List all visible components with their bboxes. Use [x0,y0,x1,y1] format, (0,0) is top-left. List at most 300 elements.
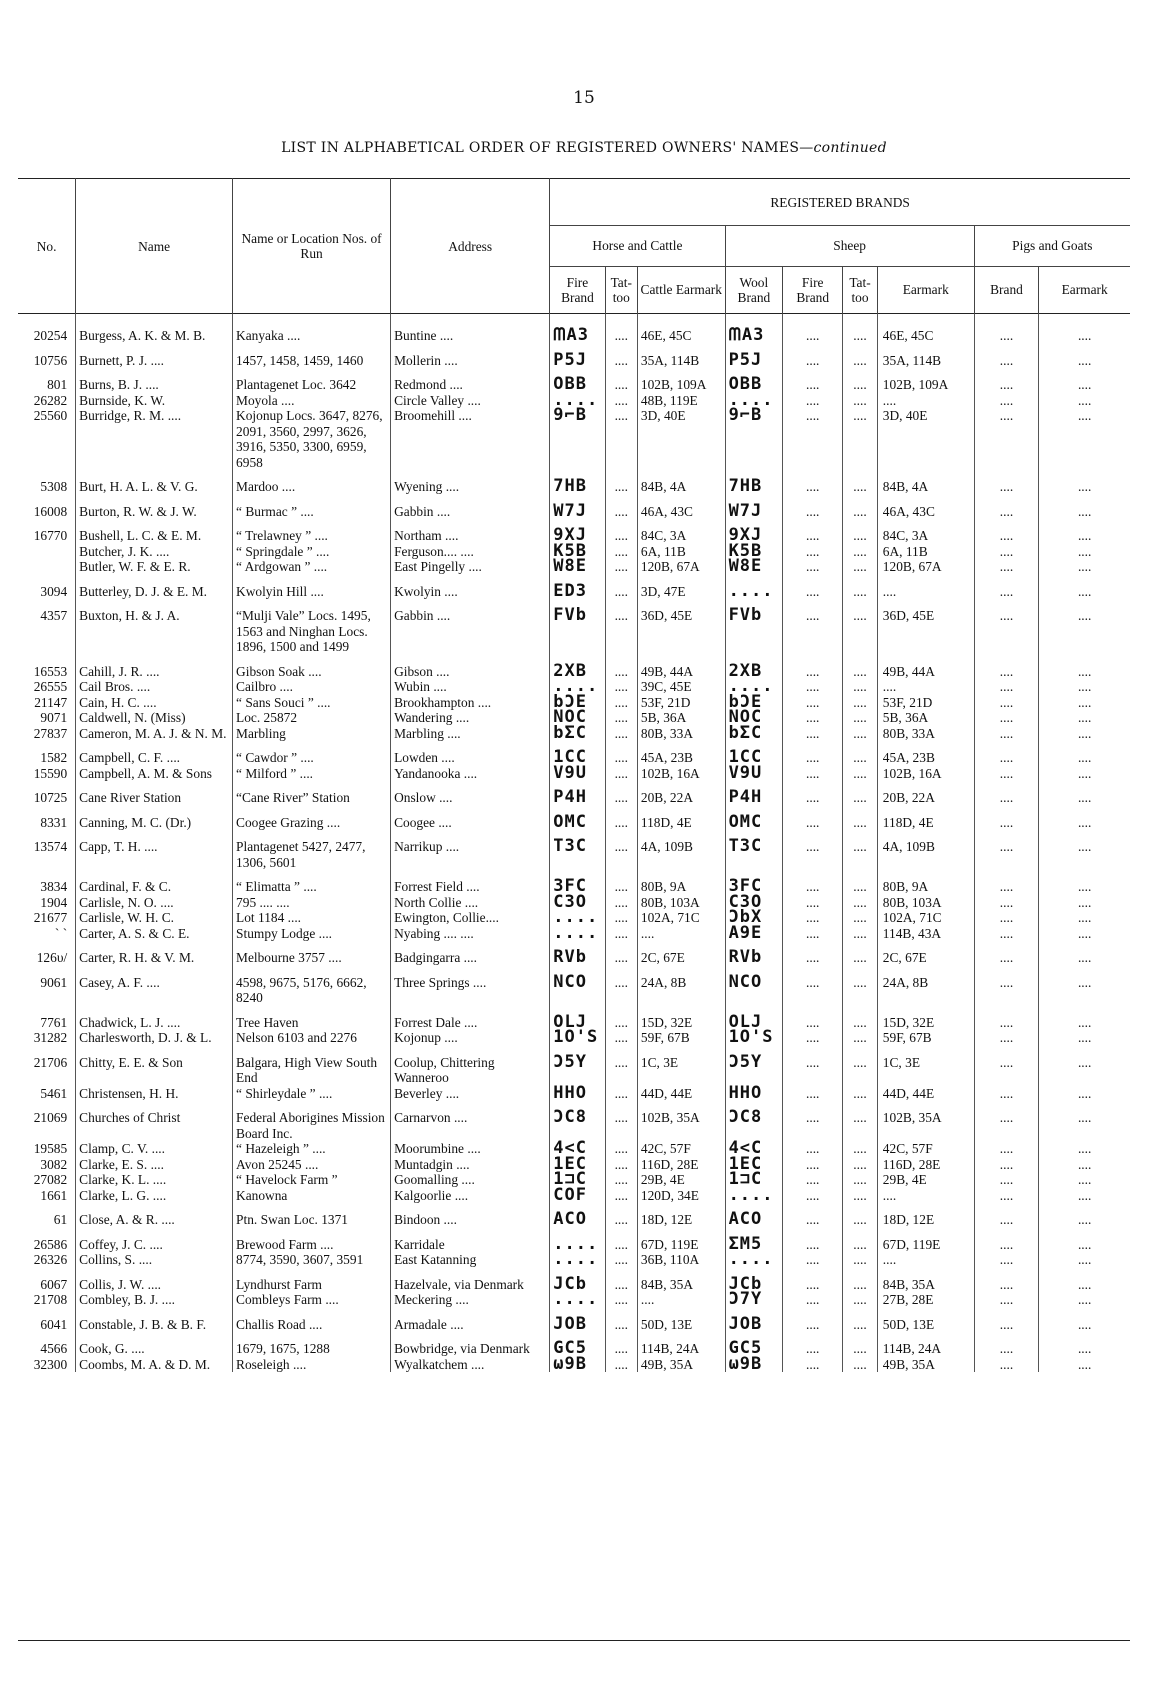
entry-fire-brand: JOB [550,1308,605,1333]
entry-no: 10756 [33,352,68,368]
entry-address: East Pingelly .... [391,559,550,575]
entry-sheep-tattoo: .... [843,830,878,870]
entry-wool-brand: NOC [725,710,783,726]
entry-earmark: 116D, 28E [877,1157,974,1173]
entry-name: Capp, T. H. .... [76,830,233,870]
entry-location: Cailbro .... [233,679,391,695]
entry-name: Burgess, A. K. & M. B. [76,314,233,344]
entry-fire-brand: OMC [550,806,605,831]
entry-address: Moorumbine .... [391,1141,550,1157]
entry-sheep-fire-brand: .... [783,1228,843,1253]
entry-cattle-earmark: 48B, 119E [637,393,725,409]
entry-cattle-earmark: 29B, 4E [637,1172,725,1188]
entry-no: 10725 [33,790,68,805]
entry-sheep-fire-brand: .... [783,766,843,782]
entry-earmark: 50D, 13E [877,1308,974,1333]
entry-earmark: 114B, 24A [877,1332,974,1357]
entry-pig-brand: .... [974,781,1039,806]
entry-name: Cameron, M. A. J. & N. M. [76,726,233,742]
entry-name: Cane River Station [76,781,233,806]
table-row [18,1308,1130,1333]
entry-wool-brand: bΣC [725,726,783,742]
entry-name: Butcher, J. K. .... [76,544,233,560]
entry-cattle-earmark: 5B, 36A [637,710,725,726]
entry-tattoo: .... [605,519,637,544]
entry-sheep-tattoo: .... [843,1332,878,1357]
entry-pig-earmark: .... [1039,941,1130,966]
entry-location: Avon 25245 .... [233,1157,391,1173]
entry-cattle-earmark: 18D, 12E [637,1203,725,1228]
entry-pig-earmark: .... [1039,1101,1130,1141]
entry-sheep-tattoo: .... [843,806,878,831]
entry-pig-brand: .... [974,695,1039,711]
entry-location: Gibson Soak .... [233,655,391,680]
entry-tattoo: .... [605,766,637,782]
entry-no: 15590 [33,765,68,781]
entry-fire-brand: 1O'S [550,1030,605,1046]
entry-cattle-earmark: 102B, 35A [637,1101,725,1141]
entry-pig-earmark: .... [1039,781,1130,806]
entry-cattle-earmark: 84B, 4A [637,470,725,495]
entry-pig-brand: .... [974,408,1039,470]
entry-sheep-tattoo: .... [843,559,878,575]
entry-tattoo: .... [605,966,637,1006]
entry-address: Narrikup .... [391,830,550,870]
entry-address: Lowden .... [391,741,550,766]
entry-sheep-tattoo: .... [843,495,878,520]
entry-cattle-earmark: 80B, 9A [637,870,725,895]
entry-sheep-fire-brand: .... [783,1157,843,1173]
entry-tattoo: .... [605,870,637,895]
entry-tattoo: .... [605,710,637,726]
table-row [18,806,1130,831]
entry-name: Clarke, E. S. .... [76,1157,233,1173]
entry-location: “ Ardgowan ” .... [233,559,391,575]
entry-tattoo: .... [605,559,637,575]
bottom-rule [18,1640,1130,1641]
entry-cattle-earmark: 80B, 33A [637,726,725,742]
entry-fire-brand: OBB [550,368,605,393]
table-row [18,741,1130,766]
entry-location: Stumpy Lodge .... [233,926,391,942]
entry-sheep-tattoo: .... [843,1030,878,1046]
entry-name: Burns, B. J. .... [76,368,233,393]
entry-wool-brand: P5J [725,344,783,369]
entry-earmark: 46E, 45C [877,314,974,344]
table-row [18,1203,1130,1228]
entry-wool-brand: 1⊐C [725,1172,783,1188]
table-row [18,1046,1130,1086]
entry-fire-brand: 9⌐B [550,408,605,470]
entry-location: “ Sans Souci ” .... [233,695,391,711]
header-fire-brand: Fire Brand [550,266,605,313]
entry-tattoo: .... [605,781,637,806]
entry-address: North Collie .... [391,895,550,911]
entry-wool-brand: V9U [725,766,783,782]
table-row [18,1086,1130,1102]
entry-no: 8331 [40,814,68,830]
entry-sheep-fire-brand: .... [783,926,843,942]
header-address: Address [391,179,550,314]
entry-location: “ Burmac ” .... [233,495,391,520]
entry-fire-brand: 9XJ [550,519,605,544]
table-row [18,470,1130,495]
header-cattle-earmark: Cattle Earmark [637,266,725,313]
table-row [18,575,1130,600]
entry-tattoo: .... [605,368,637,393]
table-row [18,495,1130,520]
entry-fire-brand: NOC [550,710,605,726]
table-row [18,599,1130,655]
entry-name: Cook, G. .... [76,1332,233,1357]
entry-fire-brand: GC5 [550,1332,605,1357]
entry-no: 61 [53,1212,68,1227]
entry-tattoo: .... [605,1141,637,1157]
entry-no: 5461 [40,1085,68,1101]
entry-fire-brand: .... [550,926,605,942]
entry-pig-earmark: .... [1039,870,1130,895]
entry-no: 26326 [33,1252,68,1267]
entry-wool-brand: 4<C [725,1141,783,1157]
entry-address: Forrest Dale .... [391,1006,550,1031]
entry-name: Campbell, A. M. & Sons [76,766,233,782]
entry-pig-brand: .... [974,926,1039,942]
entry-sheep-tattoo: .... [843,781,878,806]
entry-no: 3082 [40,1156,68,1172]
entry-sheep-tattoo: .... [843,1292,878,1308]
entry-tattoo: .... [605,941,637,966]
entry-earmark: 3D, 40E [877,408,974,470]
entry-earmark: 5B, 36A [877,710,974,726]
entry-sheep-tattoo: .... [843,1268,878,1293]
entry-location: 1679, 1675, 1288 [233,1332,391,1357]
entry-cattle-earmark: 120B, 67A [637,559,725,575]
entry-no: 16008 [33,503,68,519]
entry-sheep-fire-brand: .... [783,895,843,911]
entry-pig-earmark: .... [1039,1172,1130,1188]
entry-wool-brand: ƆC8 [725,1101,783,1141]
entry-fire-brand: .... [550,910,605,926]
entry-cattle-earmark: 120D, 34E [637,1188,725,1204]
entry-tattoo: .... [605,1228,637,1253]
entry-pig-brand: .... [974,1252,1039,1268]
entry-pig-earmark: .... [1039,1141,1130,1157]
entry-name: Collins, S. .... [76,1252,233,1268]
entry-cattle-earmark: 53F, 21D [637,695,725,711]
entry-earmark: 42C, 57F [877,1141,974,1157]
header-earmark: Earmark [877,266,974,313]
header-brand: Brand [974,266,1039,313]
entry-fire-brand: OLJ [550,1006,605,1031]
table-row [18,726,1130,742]
entry-cattle-earmark: 2C, 67E [637,941,725,966]
entry-wool-brand: OLJ [725,1006,783,1031]
entry-fire-brand: .... [550,393,605,409]
entry-wool-brand: NCO [725,966,783,1006]
entry-address: Buntine .... [391,314,550,344]
entry-sheep-fire-brand: .... [783,575,843,600]
entry-pig-brand: .... [974,1046,1039,1086]
entry-name: Collis, J. W. .... [76,1268,233,1293]
entry-wool-brand: OBB [725,368,783,393]
entry-earmark: 67D, 119E [877,1228,974,1253]
entry-wool-brand: OMC [725,806,783,831]
entry-address: Kojonup .... [391,1030,550,1046]
entry-pig-earmark: .... [1039,655,1130,680]
entry-address: Gibson .... [391,655,550,680]
entry-tattoo: .... [605,1046,637,1086]
entry-pig-earmark: .... [1039,741,1130,766]
entry-cattle-earmark: 102A, 71C [637,910,725,926]
entry-sheep-tattoo: .... [843,926,878,942]
entry-no: 26282 [33,392,68,408]
entry-name: Charlesworth, D. J. & L. [76,1030,233,1046]
entry-pig-earmark: .... [1039,926,1130,942]
entry-tattoo: .... [605,1357,637,1373]
table-row [18,781,1130,806]
entry-tattoo: .... [605,1157,637,1173]
entry-name: Combley, B. J. .... [76,1292,233,1308]
entry-tattoo: .... [605,655,637,680]
entry-sheep-tattoo: .... [843,368,878,393]
entry-wool-brand: 9XJ [725,519,783,544]
table-row [18,1357,1130,1373]
entry-pig-brand: .... [974,910,1039,926]
entry-fire-brand: V9U [550,766,605,782]
entry-earmark: 114B, 43A [877,926,974,942]
table-row [18,1101,1130,1141]
entry-location: Lot 1184 .... [233,910,391,926]
entry-no: 21069 [33,1110,68,1125]
entry-address: Wandering .... [391,710,550,726]
entry-sheep-tattoo: .... [843,1086,878,1102]
entry-address: Badgingarra .... [391,941,550,966]
entry-fire-brand: T3C [550,830,605,870]
entry-wool-brand: 1EC [725,1157,783,1173]
entry-location: “ Havelock Farm ” [233,1172,391,1188]
entry-name: Cardinal, F. & C. [76,870,233,895]
entry-wool-brand: .... [725,393,783,409]
entry-name: Campbell, C. F. .... [76,741,233,766]
entry-fire-brand: bΣC [550,726,605,742]
entry-earmark: 46A, 43C [877,495,974,520]
entry-sheep-fire-brand: .... [783,695,843,711]
entry-wool-brand: W8E [725,559,783,575]
entry-fire-brand: ᗰA3 [550,314,605,344]
entry-tattoo: .... [605,1101,637,1141]
entry-tattoo: .... [605,741,637,766]
entry-sheep-tattoo: .... [843,544,878,560]
entry-tattoo: .... [605,1006,637,1031]
header-no: No. [36,238,57,254]
entry-pig-brand: .... [974,1157,1039,1173]
entry-address: Hazelvale, via Denmark [391,1268,550,1293]
entry-no: 26555 [33,679,68,694]
entry-address: Three Springs .... [391,966,550,1006]
entry-location: Loc. 25872 [233,710,391,726]
entry-pig-brand: .... [974,1332,1039,1357]
entry-fire-brand: COF [550,1188,605,1204]
entry-location: 8774, 3590, 3607, 3591 [233,1252,391,1268]
entry-address: Northam .... [391,519,550,544]
entry-earmark: 45A, 23B [877,741,974,766]
entry-pig-earmark: .... [1039,830,1130,870]
entry-sheep-fire-brand: .... [783,1006,843,1031]
entry-location: Melbourne 3757 .... [233,941,391,966]
entry-no: 7761 [40,1014,68,1030]
entry-no: 13574 [33,839,68,854]
entry-pig-earmark: .... [1039,1046,1130,1086]
entry-location: “ Trelawney ” .... [233,519,391,544]
entry-location: Coogee Grazing .... [233,806,391,831]
entry-sheep-fire-brand: .... [783,1268,843,1293]
entry-sheep-fire-brand: .... [783,1292,843,1308]
entry-pig-brand: .... [974,1188,1039,1204]
entry-cattle-earmark: 118D, 4E [637,806,725,831]
entry-address: Beverley .... [391,1086,550,1102]
entry-name: Clarke, K. L. .... [76,1172,233,1188]
entry-sheep-tattoo: .... [843,870,878,895]
entry-fire-brand: HHO [550,1086,605,1102]
entry-cattle-earmark: 102B, 16A [637,766,725,782]
entry-wool-brand: 9⌐B [725,408,783,470]
entry-sheep-fire-brand: .... [783,726,843,742]
entry-sheep-tattoo: .... [843,393,878,409]
entry-earmark: 1C, 3E [877,1046,974,1086]
table-row [18,1188,1130,1204]
entry-location: “ Milford ” .... [233,766,391,782]
entry-earmark: 120B, 67A [877,559,974,575]
header-sheep: Sheep [725,226,974,267]
entry-earmark: 27B, 28E [877,1292,974,1308]
page-title: LIST IN ALPHABETICAL ORDER OF REGISTERED OWNERS' NAMES—continued [281,140,887,156]
entry-address: Redmond .... [391,368,550,393]
entry-location: “ Hazeleigh ” .... [233,1141,391,1157]
entry-sheep-fire-brand: .... [783,344,843,369]
entry-tattoo: .... [605,1292,637,1308]
entry-earmark: 53F, 21D [877,695,974,711]
entry-name: Chadwick, L. J. .... [76,1006,233,1031]
header-tattoo: Tat-too [605,266,637,313]
table-row [18,1332,1130,1357]
entry-tattoo: .... [605,408,637,470]
entry-address: Brookhampton .... [391,695,550,711]
entry-location: “Mulji Vale” Locs. 1495, 1563 and Ninghan Locs. 1896, 1500 and 1499 [233,599,391,655]
entry-name: Burridge, R. M. .... [76,408,233,470]
entry-name: Canning, M. C. (Dr.) [76,806,233,831]
entry-pig-earmark: .... [1039,1252,1130,1268]
entry-tattoo: .... [605,575,637,600]
entry-no: 6041 [40,1316,68,1332]
entry-cattle-earmark: 35A, 114B [637,344,725,369]
entry-sheep-fire-brand: .... [783,741,843,766]
entry-location: Kojonup Locs. 3647, 8276, 2091, 3560, 2997, 3626, 3916, 5350, 3300, 6959, 6958 [233,408,391,470]
table-row [18,519,1130,544]
entry-location: Federal Aborigines Mission Board Inc. [233,1101,391,1141]
entry-wool-brand: bƆE [725,695,783,711]
entry-cattle-earmark: 36B, 110A [637,1252,725,1268]
entry-sheep-tattoo: .... [843,408,878,470]
entry-name: Clarke, L. G. .... [76,1188,233,1204]
entry-wool-brand: P4H [725,781,783,806]
entry-fire-brand: .... [550,1252,605,1268]
entry-fire-brand: 4<C [550,1141,605,1157]
entry-tattoo: .... [605,1030,637,1046]
entry-name: Burton, R. W. & J. W. [76,495,233,520]
entry-sheep-tattoo: .... [843,575,878,600]
entry-sheep-fire-brand: .... [783,679,843,695]
entry-name: Christensen, H. H. [76,1086,233,1102]
entry-address: Bowbridge, via Denmark [391,1332,550,1357]
entry-sheep-tattoo: .... [843,1172,878,1188]
entry-no: 9071 [40,710,68,725]
entry-tattoo: .... [605,695,637,711]
entry-fire-brand: RVb [550,941,605,966]
entry-sheep-tattoo: .... [843,1357,878,1373]
entry-pig-brand: .... [974,344,1039,369]
entry-name: Constable, J. B. & B. F. [76,1308,233,1333]
entry-name: Burnside, K. W. [76,393,233,409]
entry-sheep-fire-brand: .... [783,1086,843,1102]
entry-pig-brand: .... [974,544,1039,560]
entry-address: Carnarvon .... [391,1101,550,1141]
entry-earmark: 44D, 44E [877,1086,974,1102]
header-registered-brands: REGISTERED BRANDS [550,179,1130,226]
entry-tattoo: .... [605,1203,637,1228]
entry-address: Coogee .... [391,806,550,831]
entry-pig-brand: .... [974,1268,1039,1293]
entry-no: 21677 [33,910,68,925]
entry-pig-brand: .... [974,741,1039,766]
entry-fire-brand: ƆC8 [550,1101,605,1141]
entry-location: Plantagenet Loc. 3642 [233,368,391,393]
entry-wool-brand: .... [725,1252,783,1268]
entry-name: Burnett, P. J. .... [76,344,233,369]
page-number: 15 [573,88,595,108]
entry-wool-brand: C3O [725,895,783,911]
entry-earmark: 2C, 67E [877,941,974,966]
entry-no: ` ` [54,925,68,941]
entry-address: Marbling .... [391,726,550,742]
entry-sheep-fire-brand: .... [783,781,843,806]
entry-pig-brand: .... [974,806,1039,831]
entry-pig-earmark: .... [1039,1292,1130,1308]
entry-tattoo: .... [605,830,637,870]
header-horse-cattle: Horse and Cattle [550,226,725,267]
entry-sheep-fire-brand: .... [783,806,843,831]
entry-tattoo: .... [605,895,637,911]
entry-no: 3834 [40,879,68,894]
entry-pig-earmark: .... [1039,1157,1130,1173]
entry-sheep-tattoo: .... [843,599,878,655]
entry-sheep-fire-brand: .... [783,966,843,1006]
entry-pig-earmark: .... [1039,1332,1130,1357]
entry-cattle-earmark: 20B, 22A [637,781,725,806]
entry-earmark: 4A, 109B [877,830,974,870]
entry-cattle-earmark: 45A, 23B [637,741,725,766]
entry-pig-brand: .... [974,1086,1039,1102]
entry-wool-brand: 3FC [725,870,783,895]
entry-location: Moyola .... [233,393,391,409]
entry-sheep-tattoo: .... [843,710,878,726]
entry-sheep-tattoo: .... [843,655,878,680]
entry-pig-earmark: .... [1039,766,1130,782]
entry-wool-brand: 1CC [725,741,783,766]
entry-tattoo: .... [605,1268,637,1293]
entry-tattoo: .... [605,679,637,695]
entry-sheep-tattoo: .... [843,314,878,344]
entry-location: Lyndhurst Farm [233,1268,391,1293]
